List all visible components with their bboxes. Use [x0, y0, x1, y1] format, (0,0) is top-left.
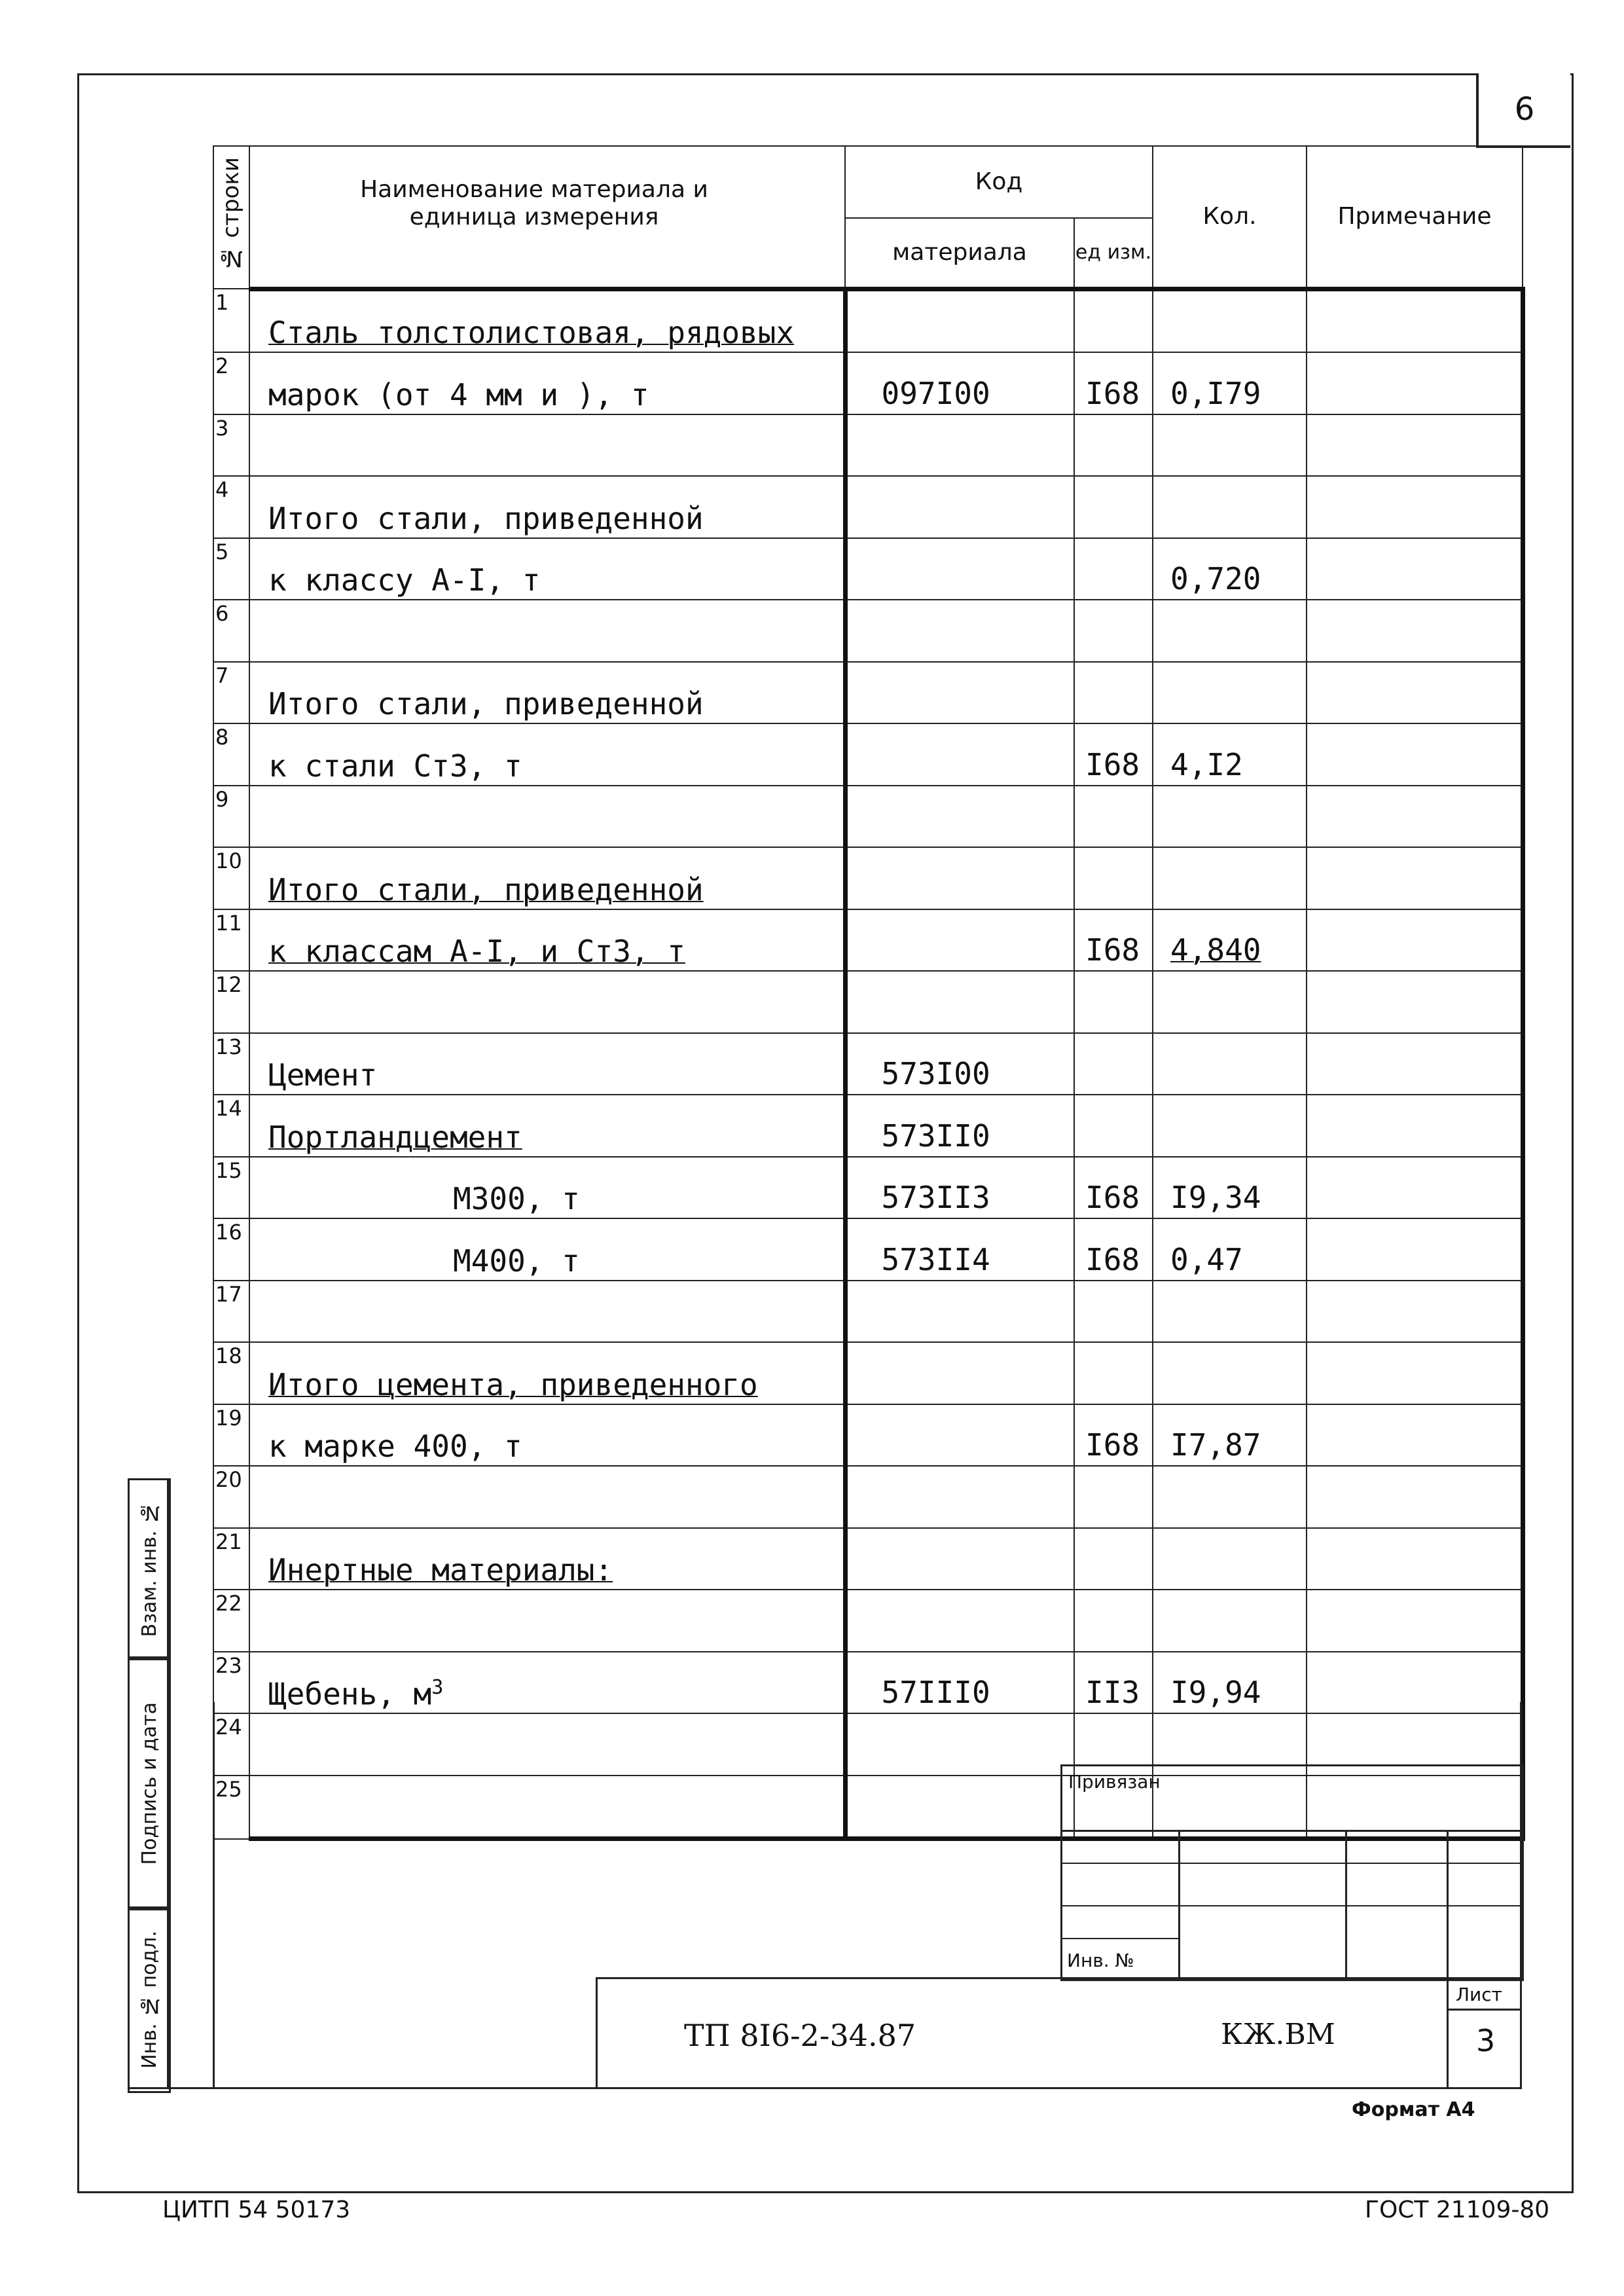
row-name	[249, 1466, 845, 1528]
row-qty	[1153, 1095, 1307, 1157]
row-code: 573II3	[845, 1157, 1074, 1219]
binding-line	[1060, 1863, 1522, 1864]
row-number: 15	[213, 1157, 249, 1219]
row-unit: I68	[1074, 909, 1153, 972]
row-note	[1307, 847, 1523, 909]
row-unit	[1074, 1590, 1153, 1652]
stamp-signature-date: Подпись и дата	[128, 1656, 171, 1910]
row-code	[845, 600, 1074, 662]
binding-line	[1178, 1832, 1180, 1977]
row-qty	[1153, 289, 1307, 352]
row-unit: I68	[1074, 723, 1153, 786]
row-name	[249, 1281, 845, 1343]
frame-left-line	[213, 1702, 215, 2088]
row-number: 25	[213, 1776, 249, 1839]
row-code: 097I00	[845, 352, 1074, 414]
row-unit	[1074, 1528, 1153, 1590]
row-note	[1307, 909, 1523, 972]
row-note	[1307, 723, 1523, 786]
row-unit	[1074, 600, 1153, 662]
row-number: 8	[213, 723, 249, 786]
binding-label: Привязан	[1068, 1771, 1161, 1793]
header-code-material: материала	[845, 218, 1074, 289]
row-number: 22	[213, 1590, 249, 1652]
row-note	[1307, 352, 1523, 414]
table-row	[213, 1033, 1523, 1095]
row-number: 4	[213, 476, 249, 538]
binding-line	[1060, 1905, 1522, 1906]
row-number: 12	[213, 971, 249, 1033]
row-code	[845, 414, 1074, 477]
row-name: к классам А-I, и Ст3, т	[249, 909, 845, 972]
row-qty: 0,47	[1153, 1218, 1307, 1281]
row-qty	[1153, 414, 1307, 477]
row-number: 10	[213, 847, 249, 909]
header-note: Примечание	[1307, 146, 1523, 289]
row-note	[1307, 1652, 1523, 1714]
row-name	[249, 1590, 845, 1652]
table-row	[213, 1466, 1523, 1528]
row-name: к классу А-I, т	[249, 538, 845, 600]
row-qty: 4,840	[1153, 909, 1307, 972]
table-row	[213, 786, 1523, 848]
row-name: Щебень, $м^3$	[249, 1652, 845, 1714]
row-unit	[1074, 476, 1153, 538]
row-number: 6	[213, 600, 249, 662]
row-qty	[1153, 1466, 1307, 1528]
row-name: Инертные материалы:	[249, 1528, 845, 1590]
row-note	[1307, 1404, 1523, 1467]
row-number: 5	[213, 538, 249, 600]
row-unit	[1074, 1281, 1153, 1343]
row-note	[1307, 1342, 1523, 1404]
row-number: 17	[213, 1281, 249, 1343]
row-name: М400, т	[249, 1218, 845, 1281]
row-qty: I7,87	[1153, 1404, 1307, 1467]
row-code: 57III0	[845, 1652, 1074, 1714]
table-row	[213, 1157, 1523, 1219]
table-row	[213, 1342, 1523, 1404]
row-name: М300, т	[249, 1157, 845, 1219]
row-number: 19	[213, 1404, 249, 1467]
row-note	[1307, 414, 1523, 477]
row-unit: I68	[1074, 1157, 1153, 1219]
row-qty	[1153, 1033, 1307, 1095]
row-note	[1307, 1218, 1523, 1281]
row-code: 573II0	[845, 1095, 1074, 1157]
row-number: 7	[213, 662, 249, 724]
row-note	[1307, 600, 1523, 662]
row-name: Итого цемента, приведенного	[249, 1342, 845, 1404]
row-code	[845, 1404, 1074, 1467]
row-qty: 0,I79	[1153, 352, 1307, 414]
table-row	[213, 662, 1523, 724]
row-number: 24	[213, 1713, 249, 1776]
footer-left: ЦИТП 54 50173	[162, 2196, 351, 2223]
row-name	[249, 786, 845, 848]
table-row	[213, 1095, 1523, 1157]
row-number: 13	[213, 1033, 249, 1095]
row-qty	[1153, 1342, 1307, 1404]
row-qty	[1153, 662, 1307, 724]
binding-line	[1447, 1832, 1449, 1977]
row-code	[845, 1713, 1074, 1776]
table-row	[213, 414, 1523, 477]
row-note	[1307, 538, 1523, 600]
row-note	[1307, 289, 1523, 352]
row-name: Итого стали, приведенной	[249, 847, 845, 909]
table-row	[213, 1218, 1523, 1281]
row-unit	[1074, 662, 1153, 724]
row-qty	[1153, 1528, 1307, 1590]
row-qty	[1153, 971, 1307, 1033]
row-qty	[1153, 1590, 1307, 1652]
page-number: 6	[1476, 73, 1570, 148]
row-code	[845, 909, 1074, 972]
row-name: Итого стали, приведенной	[249, 476, 845, 538]
sheet-divider	[1447, 2009, 1522, 2011]
row-name	[249, 971, 845, 1033]
row-number: 21	[213, 1528, 249, 1590]
row-code	[845, 847, 1074, 909]
row-name: к стали Ст3, т	[249, 723, 845, 786]
row-number: 2	[213, 352, 249, 414]
row-unit	[1074, 538, 1153, 600]
stamp-replacement-inv: Взам. инв. №	[128, 1478, 171, 1660]
row-number: 1	[213, 289, 249, 352]
row-qty: I9,34	[1153, 1157, 1307, 1219]
row-name: к марке 400, т	[249, 1404, 845, 1467]
binding-line	[1060, 1938, 1178, 1939]
row-note	[1307, 971, 1523, 1033]
binding-block	[1060, 1764, 1524, 1981]
doc-mark: КЖ.ВМ	[1221, 2018, 1335, 2051]
row-number: 14	[213, 1095, 249, 1157]
row-name: Портландцемент	[249, 1095, 845, 1157]
row-qty	[1153, 600, 1307, 662]
row-number: 9	[213, 786, 249, 848]
row-name	[249, 600, 845, 662]
footer-right: ГОСТ 21109-80	[1365, 2196, 1550, 2223]
doc-code: ТП 8I6-2-34.87	[684, 2018, 916, 2053]
row-code	[845, 1776, 1074, 1839]
table-row	[213, 909, 1523, 972]
row-note	[1307, 476, 1523, 538]
row-note	[1307, 1590, 1523, 1652]
table-row	[213, 476, 1523, 538]
binding-line	[1060, 1830, 1522, 1832]
row-code: 573I00	[845, 1033, 1074, 1095]
header-qty: Кол.	[1153, 146, 1307, 289]
table-row	[213, 1590, 1523, 1652]
row-code	[845, 289, 1074, 352]
table-row	[213, 352, 1523, 414]
table-row	[213, 1281, 1523, 1343]
materials-table	[213, 145, 1525, 1841]
row-name: Сталь толстолистовая, рядовых	[249, 289, 845, 352]
row-code	[845, 1342, 1074, 1404]
row-code	[845, 786, 1074, 848]
row-unit	[1074, 971, 1153, 1033]
row-code	[845, 662, 1074, 724]
row-unit	[1074, 847, 1153, 909]
row-unit	[1074, 1095, 1153, 1157]
row-qty	[1153, 786, 1307, 848]
header-row-number: № строки	[213, 146, 249, 289]
row-note	[1307, 1281, 1523, 1343]
row-code	[845, 1281, 1074, 1343]
row-unit	[1074, 1033, 1153, 1095]
row-number: 18	[213, 1342, 249, 1404]
inv-number-label: Инв. №	[1067, 1950, 1134, 1971]
row-number: 23	[213, 1652, 249, 1714]
table-row	[213, 1404, 1523, 1467]
row-code	[845, 1590, 1074, 1652]
header-code-unit: ед изм.	[1074, 218, 1153, 289]
row-name: Итого стали, приведенной	[249, 662, 845, 724]
table-row	[213, 289, 1523, 352]
row-unit: I68	[1074, 1404, 1153, 1467]
row-number: 16	[213, 1218, 249, 1281]
row-qty	[1153, 847, 1307, 909]
sheet-divider	[1447, 1977, 1449, 2087]
table-row	[213, 971, 1523, 1033]
row-code: 573II4	[845, 1218, 1074, 1281]
row-name	[249, 1713, 845, 1776]
row-qty	[1153, 476, 1307, 538]
row-qty: I9,94	[1153, 1652, 1307, 1714]
row-code	[845, 538, 1074, 600]
binding-line	[1345, 1832, 1347, 1977]
row-name	[249, 1776, 845, 1839]
stamp-original-inv: Инв. № подл.	[128, 1906, 171, 2093]
row-unit	[1074, 786, 1153, 848]
row-code	[845, 971, 1074, 1033]
table-row	[213, 600, 1523, 662]
sheet-number: 3	[1476, 2023, 1496, 2058]
row-qty: 0,720	[1153, 538, 1307, 600]
row-name: Цемент	[249, 1033, 845, 1095]
row-number: 3	[213, 414, 249, 477]
row-code	[845, 476, 1074, 538]
table-row	[213, 1652, 1523, 1714]
row-qty: 4,I2	[1153, 723, 1307, 786]
row-unit: II3	[1074, 1652, 1153, 1714]
table-row	[213, 1528, 1523, 1590]
row-unit: I68	[1074, 1218, 1153, 1281]
row-code	[845, 1466, 1074, 1528]
header-name: Наименование материала и единица измерения	[249, 146, 845, 289]
table-row	[213, 538, 1523, 600]
header-code: Код	[845, 146, 1153, 218]
row-name	[249, 414, 845, 477]
format-label: Формат А4	[1352, 2098, 1475, 2121]
row-note	[1307, 1157, 1523, 1219]
row-note	[1307, 662, 1523, 724]
table-row	[213, 723, 1523, 786]
row-unit	[1074, 1342, 1153, 1404]
row-name: марок (от 4 мм и ), т	[249, 352, 845, 414]
row-unit	[1074, 1466, 1153, 1528]
row-code	[845, 723, 1074, 786]
row-note	[1307, 1095, 1523, 1157]
row-unit	[1074, 414, 1153, 477]
row-note	[1307, 1033, 1523, 1095]
row-number: 11	[213, 909, 249, 972]
row-number: 20	[213, 1466, 249, 1528]
sheet-label: Лист	[1456, 1984, 1502, 2005]
row-note	[1307, 1466, 1523, 1528]
row-note	[1307, 1528, 1523, 1590]
row-code	[845, 1528, 1074, 1590]
row-qty	[1153, 1281, 1307, 1343]
row-note	[1307, 786, 1523, 848]
row-unit: I68	[1074, 352, 1153, 414]
table-row	[213, 847, 1523, 909]
row-unit	[1074, 289, 1153, 352]
